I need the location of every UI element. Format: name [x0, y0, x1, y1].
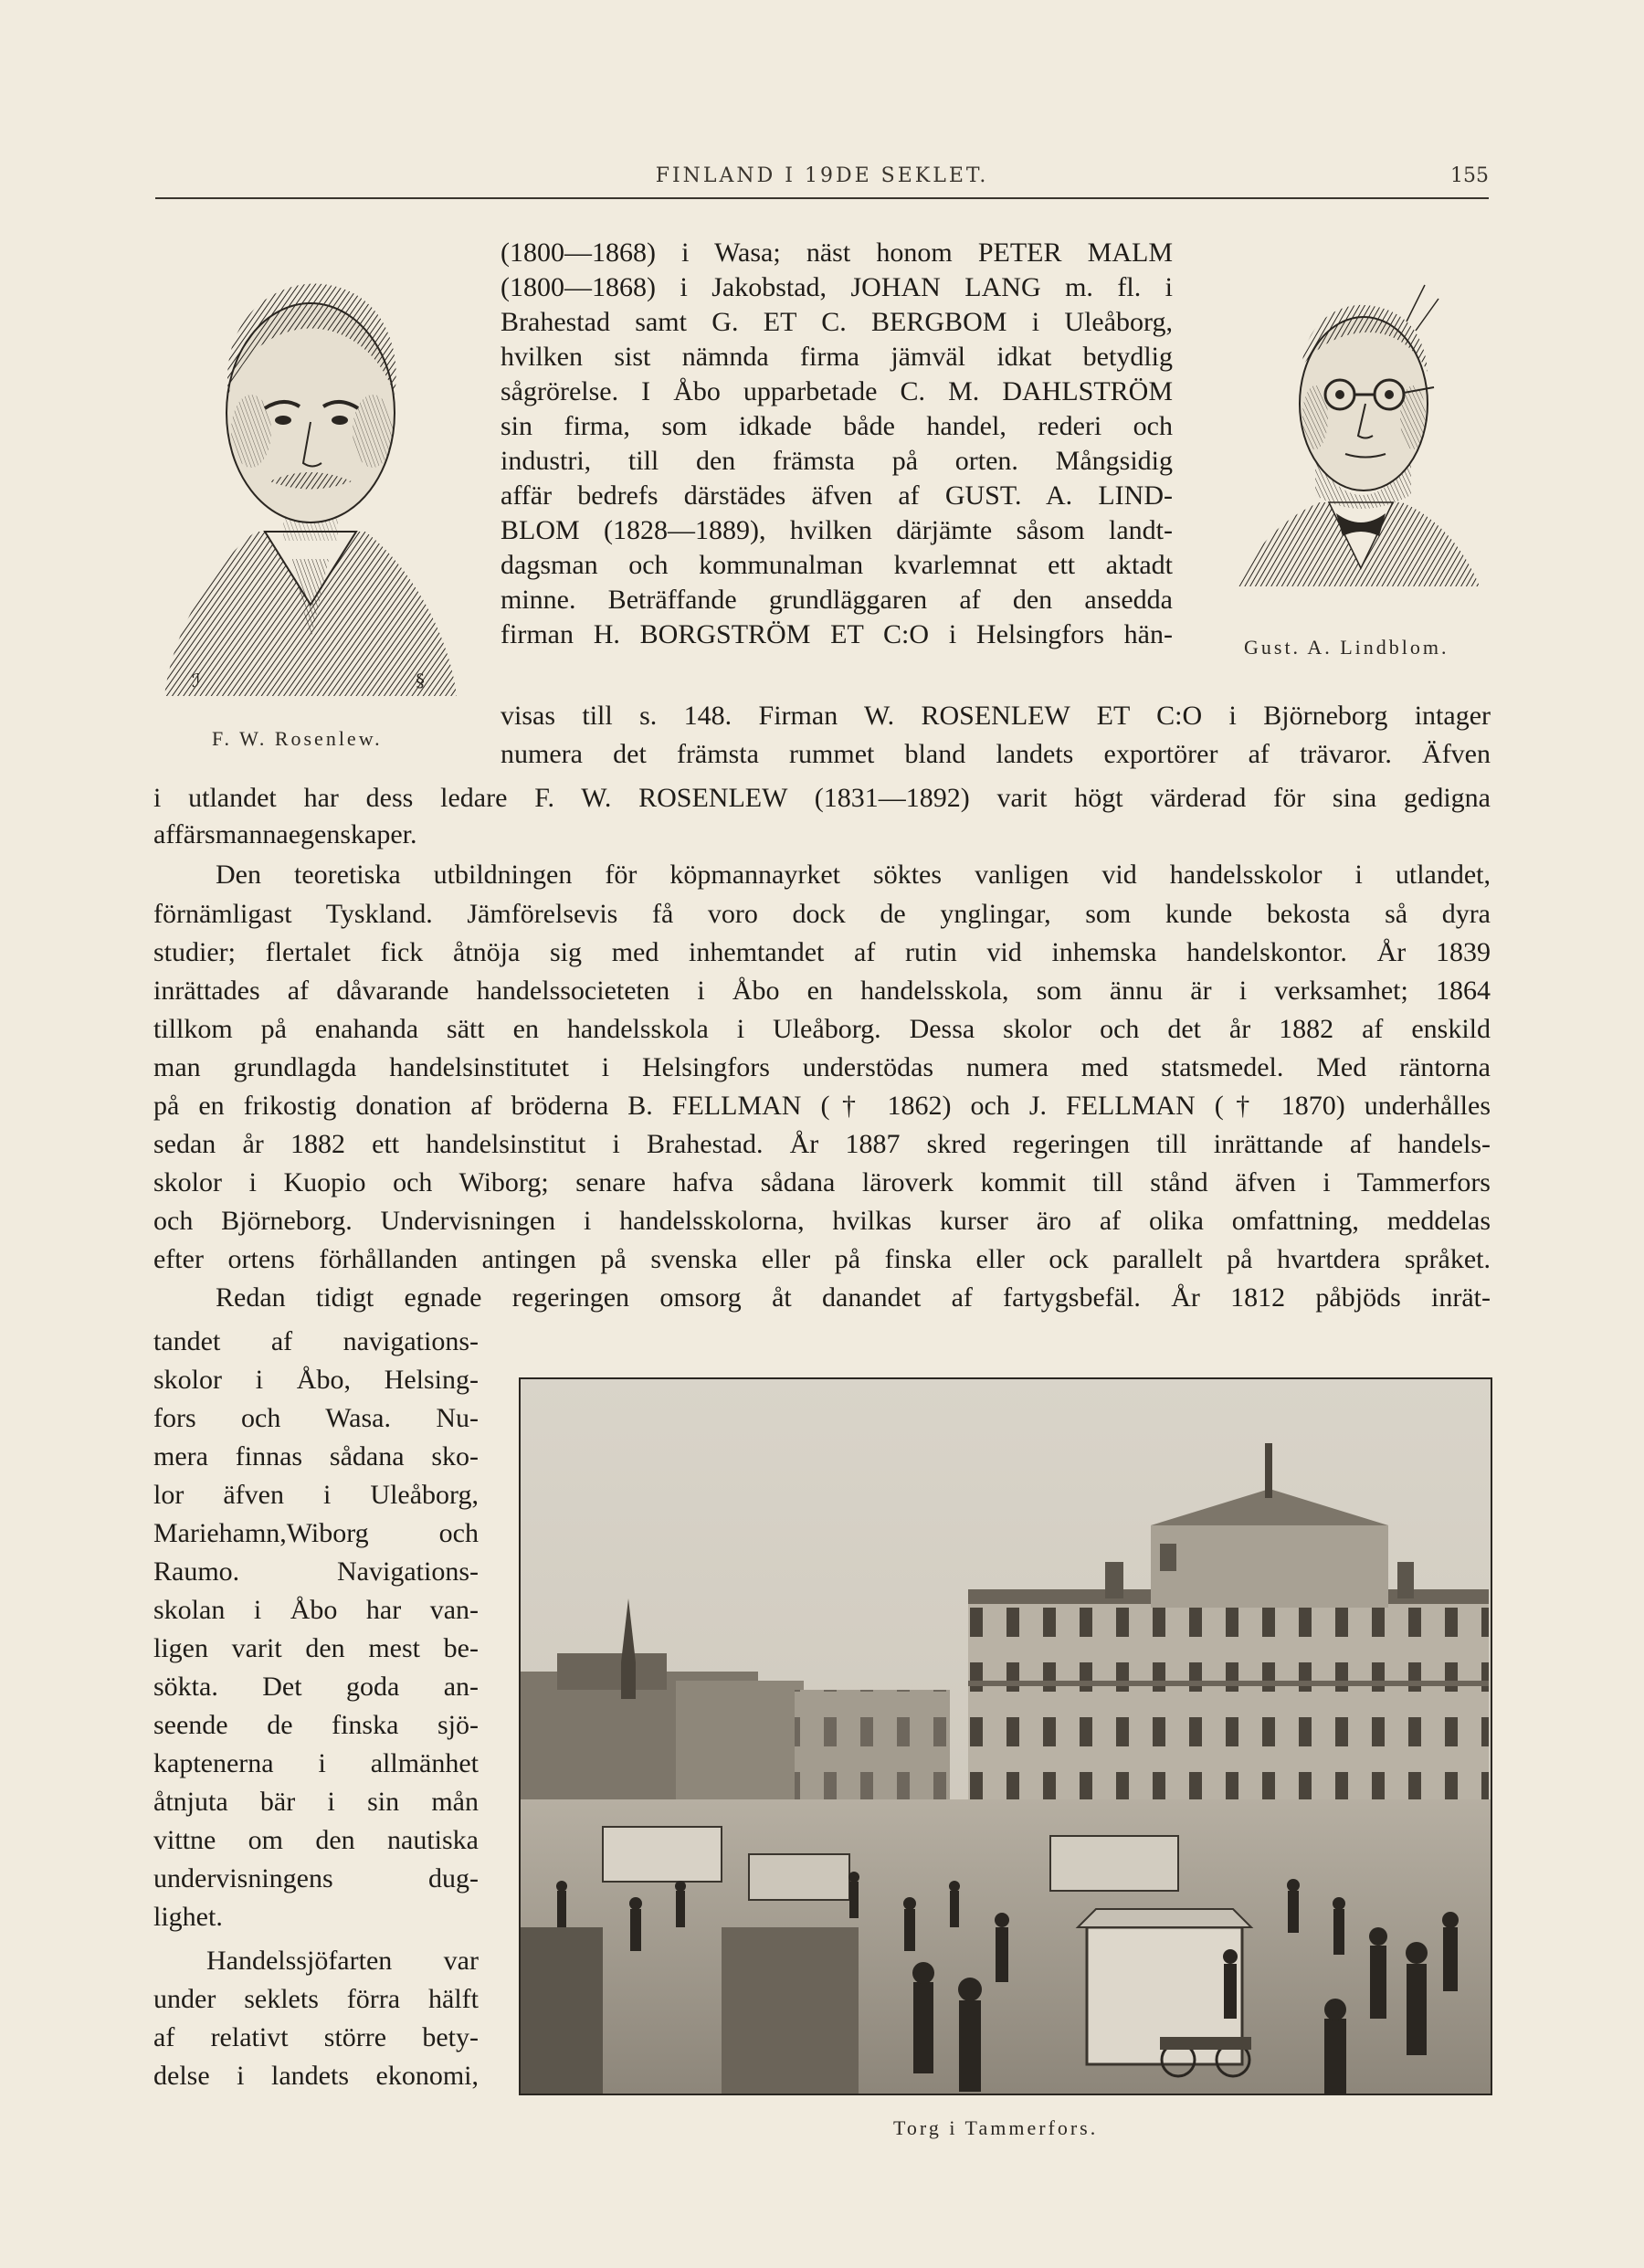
text-line: efter ortens förhållanden antingen på svenska eller på finska eller ock parallelt på hvartdera språket. [153, 1244, 1491, 1274]
running-header [155, 161, 1489, 199]
text-line: åtnjuta bär i sin mån [153, 1787, 479, 1817]
text-line: och Björneborg. Undervisningen i handelsskolorna, hvilkas kurser äro af olika omfattning, meddelas [153, 1206, 1491, 1236]
text-line: visas till s. 148. Firman W. ROSENLEW ET C:O i Björneborg intager [501, 701, 1491, 731]
photo-tammerfors-market [519, 1377, 1492, 2095]
portrait-rosenlew [155, 258, 466, 722]
text-line: Brahestad samt G. ET C. BERGBOM i Uleåborg, [501, 307, 1173, 337]
text-line: Raumo. Navigations- [153, 1556, 479, 1587]
text-line: hvilken sist nämnda firma jämväl idkat betydlig [501, 342, 1173, 372]
text-line: under seklets förra hälft [153, 1984, 479, 2014]
text-line: af relativt större bety- [153, 2022, 479, 2052]
text-line: Den teoretiska utbildningen för köpmannayrket söktes vanligen vid handelsskolor i utlandet, [216, 860, 1491, 890]
photo-market-drawing [521, 1379, 1491, 2094]
svg-text:§: § [416, 670, 425, 691]
text-line: tandet af navigations- [153, 1326, 479, 1356]
svg-text:ℐ: ℐ [192, 670, 201, 691]
text-line: sedan år 1882 ett handelsinstitut i Brahestad. År 1887 skred regeringen till inrättande af handels- [153, 1129, 1491, 1159]
text-line: lor äfven i Uleåborg, [153, 1480, 479, 1510]
text-line: på en frikostig donation af bröderna B. FELLMAN († 1862) och J. FELLMAN († 1870) underhålles [153, 1091, 1491, 1121]
text-line: affär bedrefs därstädes äfven af GUST. A. LIND- [501, 480, 1173, 511]
running-title: FINLAND I 19DE SEKLET. [655, 164, 989, 187]
portrait-lindblom-drawing [1228, 267, 1484, 605]
text-line: industri, till den främsta på orten. Mångsidig [501, 446, 1173, 476]
caption-rosenlew: F. W. Rosenlew. [212, 727, 383, 750]
text-line: skolan i Åbo har van- [153, 1595, 479, 1625]
text-line: affärsmannaegenskaper. [153, 819, 417, 849]
text-line: ligen varit den mest be- [153, 1633, 479, 1663]
text-line: fors och Wasa. Nu- [153, 1403, 479, 1433]
text-line: lighet. [153, 1902, 223, 1932]
text-line: minne. Beträffande grundläggaren af den ansedda [501, 585, 1173, 615]
text-line: dagsman och kommunalman kvarlemnat ett aktadt [501, 550, 1173, 580]
portrait-rosenlew-drawing [155, 258, 466, 722]
text-line: skolor i Åbo, Helsing- [153, 1365, 479, 1395]
caption-photo: Torg i Tammerfors. [893, 2116, 1099, 2139]
text-line: skolor i Kuopio och Wiborg; senare hafva sådana läroverk kommit till stånd äfven i Tammerfors [153, 1167, 1491, 1197]
text-line: sågrörelse. I Åbo upparbetade C. M. DAHLSTRÖM [501, 376, 1173, 406]
page-number: 155 [1450, 164, 1489, 187]
text-line: Handelssjöfarten var [206, 1946, 479, 1976]
text-line: Mariehamn,Wiborg och [153, 1518, 479, 1548]
text-line: tillkom på enahanda sätt en handelsskola i Uleåborg. Dessa skolor och det år 1882 af enskild [153, 1014, 1491, 1044]
text-line: kaptenerna i allmänhet [153, 1748, 479, 1778]
text-line: förnämligast Tyskland. Jämförelsevis få voro dock de ynglingar, som kunde bekosta så dyra [153, 899, 1491, 929]
text-line: seende de finska sjö- [153, 1710, 479, 1740]
text-line: sökta. Det goda an- [153, 1672, 479, 1702]
text-line: mera finnas sådana sko- [153, 1441, 479, 1472]
text-line: vittne om den nautiska [153, 1825, 479, 1855]
text-line: BLOM (1828—1889), hvilken därjämte såsom landt- [501, 515, 1173, 545]
text-line: delse i landets ekonomi, [153, 2061, 479, 2091]
text-line: firman H. BORGSTRÖM ET C:O i Helsingfors hän- [501, 619, 1173, 649]
text-line: sin firma, som idkade både handel, rederi och [501, 411, 1173, 441]
text-line: undervisningens dug- [153, 1863, 479, 1894]
text-line: inrättades af dåvarande handelssocieteten i Åbo en handelsskola, som ännu är i verksamhet; 1864 [153, 976, 1491, 1006]
text-line: i utlandet har dess ledare F. W. ROSENLEW (1831—1892) varit högt värderad för sina gedigna [153, 783, 1491, 813]
text-line: studier; flertalet fick åtnöja sig med inhemtandet af rutin vid inhemska handelskontor. År 1839 [153, 937, 1491, 967]
text-line: Redan tidigt egnade regeringen omsorg åt danandet af fartygsbefäl. År 1812 påbjöds inrät- [216, 1282, 1491, 1313]
text-line: (1800—1868) i Jakobstad, JOHAN LANG m. fl. i [501, 272, 1173, 302]
portrait-lindblom [1228, 267, 1484, 605]
text-line: (1800—1868) i Wasa; näst honom PETER MALM [501, 237, 1173, 268]
caption-lindblom: Gust. A. Lindblom. [1244, 636, 1449, 659]
text-line: man grundlagda handelsinstitutet i Helsingfors understödas numera med statsmedel. Med räntorna [153, 1052, 1491, 1082]
text-line: numera det främsta rummet bland landets exportörer af trävaror. Äfven [501, 739, 1491, 769]
